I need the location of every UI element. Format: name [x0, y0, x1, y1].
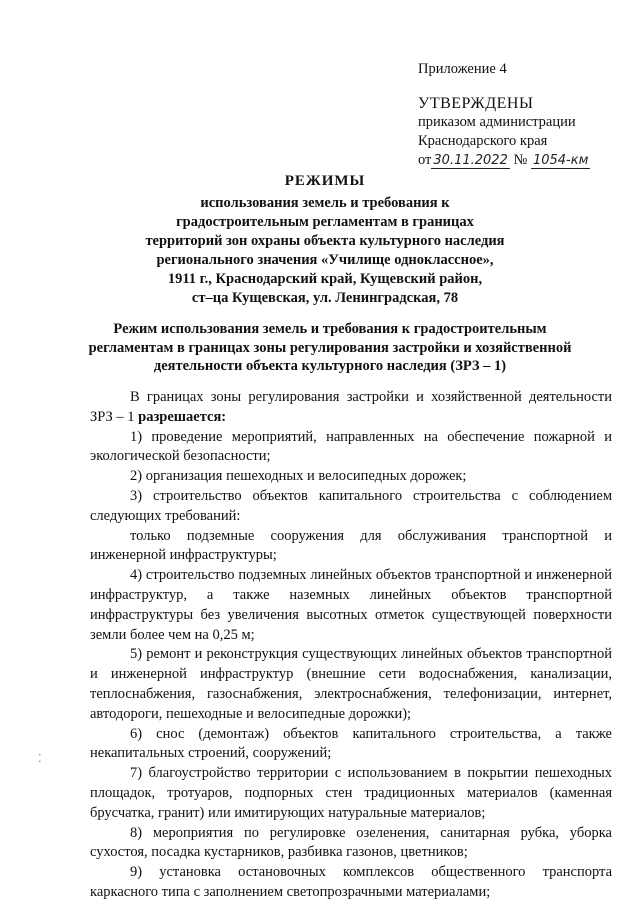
- list-item: 5) ремонт и реконструкция существующих линейных объектов транспортной и инженерной инфраструктур (внешние сети водоснабжения, канализации, теплоснабжения, газоснабжения, электроснабжения, телефонизации, интернет, автодороги, пешеходные и велосипедные дорожки);: [90, 646, 612, 722]
- document-body: [90, 388, 612, 903]
- title-line: территорий зон охраны объекта культурного наследия: [145, 233, 505, 249]
- approval-block: [418, 60, 633, 170]
- title-line: 1911 г., Краснодарский край, Кущевский район,: [167, 271, 483, 287]
- handwritten-number: 1054-км: [532, 153, 589, 168]
- list-item: 9) установка остановочных комплексов общественного транспорта каркасного типа с заполнением светопрозрачными материалами;: [90, 864, 612, 900]
- section-heading-line: Режим использования земель и требования к градостроительным: [113, 321, 547, 337]
- list-item: 3) строительство объектов капитального строительства с соблюдением следующих требований:: [90, 487, 612, 524]
- number-prefix: №: [513, 152, 528, 168]
- section-heading-line: деятельности объекта культурного наследия (ЗРЗ – 1): [153, 358, 507, 374]
- from-prefix: от: [418, 152, 432, 168]
- section-heading-line: регламентам в границах зоны регулирования застройки и хозяйственной: [88, 339, 572, 356]
- title-line: градостроительным регламентам в границах: [176, 214, 474, 230]
- document-title: [60, 172, 590, 308]
- appendix-label: Приложение 4: [418, 61, 507, 77]
- list-item: только подземные сооружения для обслуживания транспортной и инженерной инфраструктуры;: [90, 527, 612, 564]
- order-date-number: [418, 151, 633, 170]
- list-item: 6) снос (демонтаж) объектов капитального строительства, а также некапитальных строений, сооружений;: [90, 725, 612, 762]
- title-main: РЕЖИМЫ: [284, 173, 366, 189]
- handwritten-date: 30.11.2022: [433, 153, 508, 168]
- title-line: ст–ца Кущевская, ул. Ленинградская, 78: [191, 290, 459, 306]
- intro-allowed: разрешается:: [138, 408, 227, 425]
- intro-text: В границах зоны регулирования застройки и хозяйственной деятельности ЗРЗ – 1: [90, 389, 612, 425]
- order-line-1: приказом администрации: [418, 114, 576, 130]
- list-item: 8) мероприятия по регулировке озеленения, санитарная рубка, уборка сухостоя, посадка кустарников, разбивка газонов, цветников;: [90, 824, 612, 861]
- margin-mark: ⁚: [38, 753, 42, 765]
- list-item: 4) строительство подземных линейных объектов транспортной и инженерной инфраструктур, а также наземных линейных объектов транспортной инфраструктуры без увеличения высотных отметок существующей поверхности земли более чем на 0,25 м;: [90, 567, 612, 643]
- list-item: 2) организация пешеходных и велосипедных дорожек;: [130, 468, 467, 485]
- section-heading: [70, 320, 590, 376]
- approved-label: УТВЕРЖДЕНЫ: [418, 95, 534, 112]
- order-line-2: Краснодарского края: [418, 133, 548, 149]
- list-item: 1) проведение мероприятий, направленных на обеспечение пожарной и экологической безопасности;: [90, 428, 612, 465]
- intro-paragraph: [90, 388, 612, 428]
- title-line: регионального значения «Училище одноклассное»,: [156, 252, 494, 268]
- list-item: 7) благоустройство территории с использованием в покрытии пешеходных площадок, тротуаров, подпорных стен традиционных материалов (каменная брусчатка, гранит) или имитирующих натуральные материалов;: [90, 765, 612, 821]
- title-line: использования земель и требования к: [200, 195, 450, 211]
